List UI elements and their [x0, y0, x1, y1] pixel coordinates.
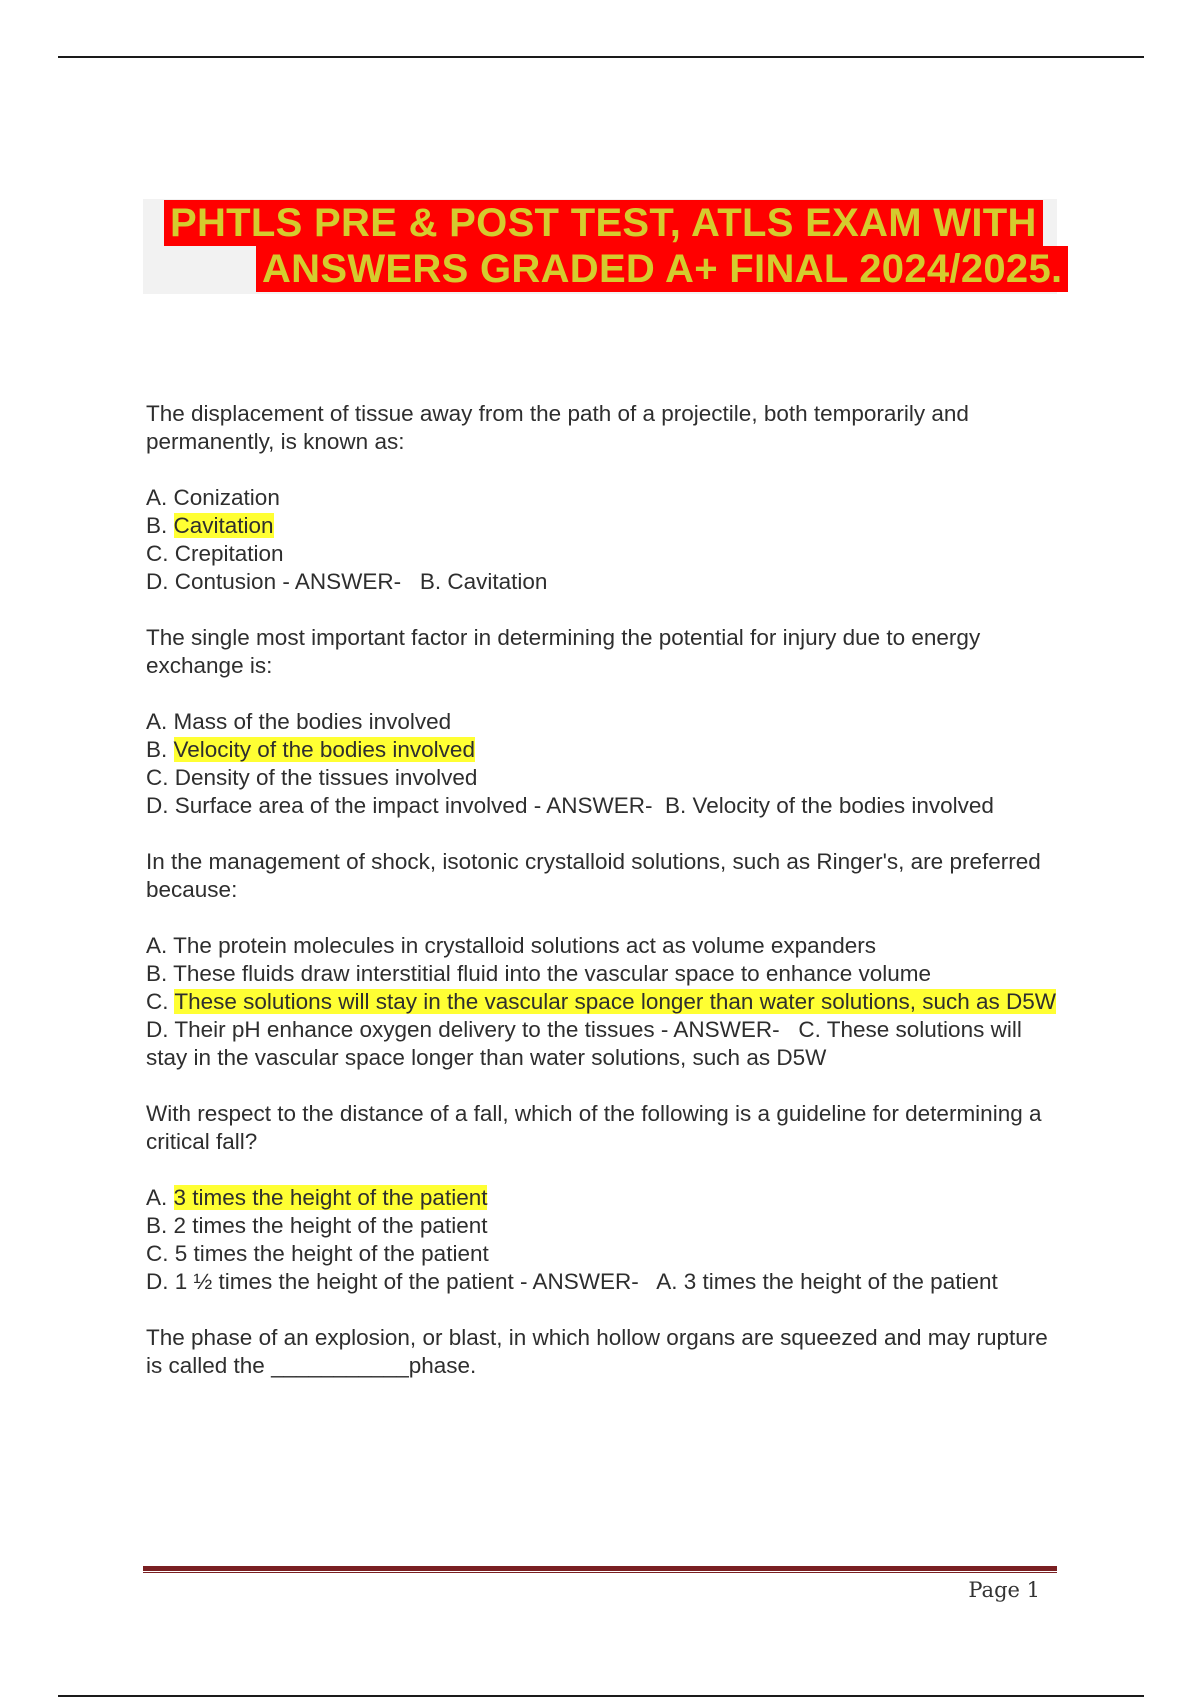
correct-option-text: Cavitation: [173, 513, 274, 538]
answer-option: [146, 568, 1066, 596]
document-title-line-1: PHTLS PRE & POST TEST, ATLS EXAM WITH: [164, 200, 1043, 246]
option-text: 5 times the height of the patient: [174, 1241, 489, 1266]
option-text: Surface area of the impact involved: [174, 793, 528, 818]
answer-key: - ANSWER- B. Cavitation: [276, 569, 548, 594]
answer-option: [146, 1268, 1066, 1296]
option-text: Crepitation: [174, 541, 284, 566]
answer-option: [146, 764, 1066, 792]
option-text: Conization: [173, 485, 280, 510]
answer-option: [146, 1240, 1066, 1268]
answer-option: [146, 484, 1066, 512]
question-block: [146, 848, 1066, 1072]
option-text: 2 times the height of the patient: [173, 1213, 488, 1238]
option-text: Contusion: [174, 569, 277, 594]
question-text: The displacement of tissue away from the path of a projectile, both temporarily and permanently, is known as:: [146, 401, 969, 454]
page-number: Page 1: [968, 1578, 1040, 1602]
answer-option: [146, 1184, 1066, 1212]
option-text: Their pH enhance oxygen delivery to the tissues: [174, 1017, 655, 1042]
answer-option: [146, 512, 1066, 540]
question-text: With respect to the distance of a fall, which of the following is a guideline for determining a critical fall?: [146, 1101, 1042, 1154]
answer-key: - ANSWER- B. Velocity of the bodies involved: [527, 793, 994, 818]
option-letter: B.: [146, 737, 174, 762]
option-letter: C.: [146, 1241, 175, 1266]
option-letter: B.: [146, 513, 174, 538]
option-letter: A.: [146, 933, 174, 958]
option-letter: A.: [146, 709, 174, 734]
option-letter: A.: [146, 1185, 174, 1210]
option-letter: C.: [146, 541, 175, 566]
answer-key: - ANSWER- C. These solutions will stay in the vascular space longer than water solutions, such as D5W: [146, 1017, 1029, 1070]
option-text: Mass of the bodies involved: [173, 709, 452, 734]
bottom-rule: [58, 1695, 1144, 1697]
correct-option-text: These solutions will stay in the vascular space longer than water solutions, such as D5W: [174, 989, 1057, 1014]
question-text: The single most important factor in determining the potential for injury due to energy exchange is:: [146, 625, 981, 678]
answer-option: [146, 540, 1066, 568]
answer-option: [146, 792, 1066, 820]
correct-option-text: Velocity of the bodies involved: [173, 737, 475, 762]
option-letter: B.: [146, 961, 174, 986]
correct-option-text: 3 times the height of the patient: [173, 1185, 488, 1210]
option-letter: C.: [146, 765, 175, 790]
answer-option: [146, 736, 1066, 764]
question-block: [146, 1324, 1066, 1380]
answer-option: [146, 708, 1066, 736]
top-rule: [58, 56, 1144, 58]
option-letter: C.: [146, 989, 175, 1014]
answer-option: [146, 1016, 1066, 1072]
option-letter: D.: [146, 1017, 175, 1042]
question-text: In the management of shock, isotonic crystalloid solutions, such as Ringer's, are preferred because:: [146, 849, 1041, 902]
answer-option: [146, 932, 1066, 960]
option-text: Density of the tissues involved: [174, 765, 478, 790]
option-letter: D.: [146, 569, 175, 594]
answer-key: - ANSWER- A. 3 times the height of the patient: [513, 1269, 998, 1294]
footer-rule: [143, 1566, 1057, 1571]
question-block: [146, 1100, 1066, 1296]
question-text: The phase of an explosion, or blast, in which hollow organs are squeezed and may rupture is called the ___________phase.: [146, 1325, 1048, 1378]
option-text: 1 ½ times the height of the patient: [174, 1269, 514, 1294]
option-text: The protein molecules in crystalloid solutions act as volume expanders: [173, 933, 876, 958]
answer-option: [146, 988, 1066, 1016]
footer-rule-thin: [143, 1572, 1057, 1573]
option-letter: A.: [146, 485, 174, 510]
question-block: [146, 400, 1066, 596]
option-letter: D.: [146, 793, 175, 818]
question-block: [146, 624, 1066, 820]
option-letter: B.: [146, 1213, 174, 1238]
document-title-line-2: ANSWERS GRADED A+ FINAL 2024/2025.: [256, 246, 1068, 292]
answer-option: [146, 960, 1066, 988]
answer-option: [146, 1212, 1066, 1240]
question-list: [146, 400, 1066, 1408]
option-text: These fluids draw interstitial fluid into the vascular space to enhance volume: [173, 961, 932, 986]
option-letter: D.: [146, 1269, 175, 1294]
